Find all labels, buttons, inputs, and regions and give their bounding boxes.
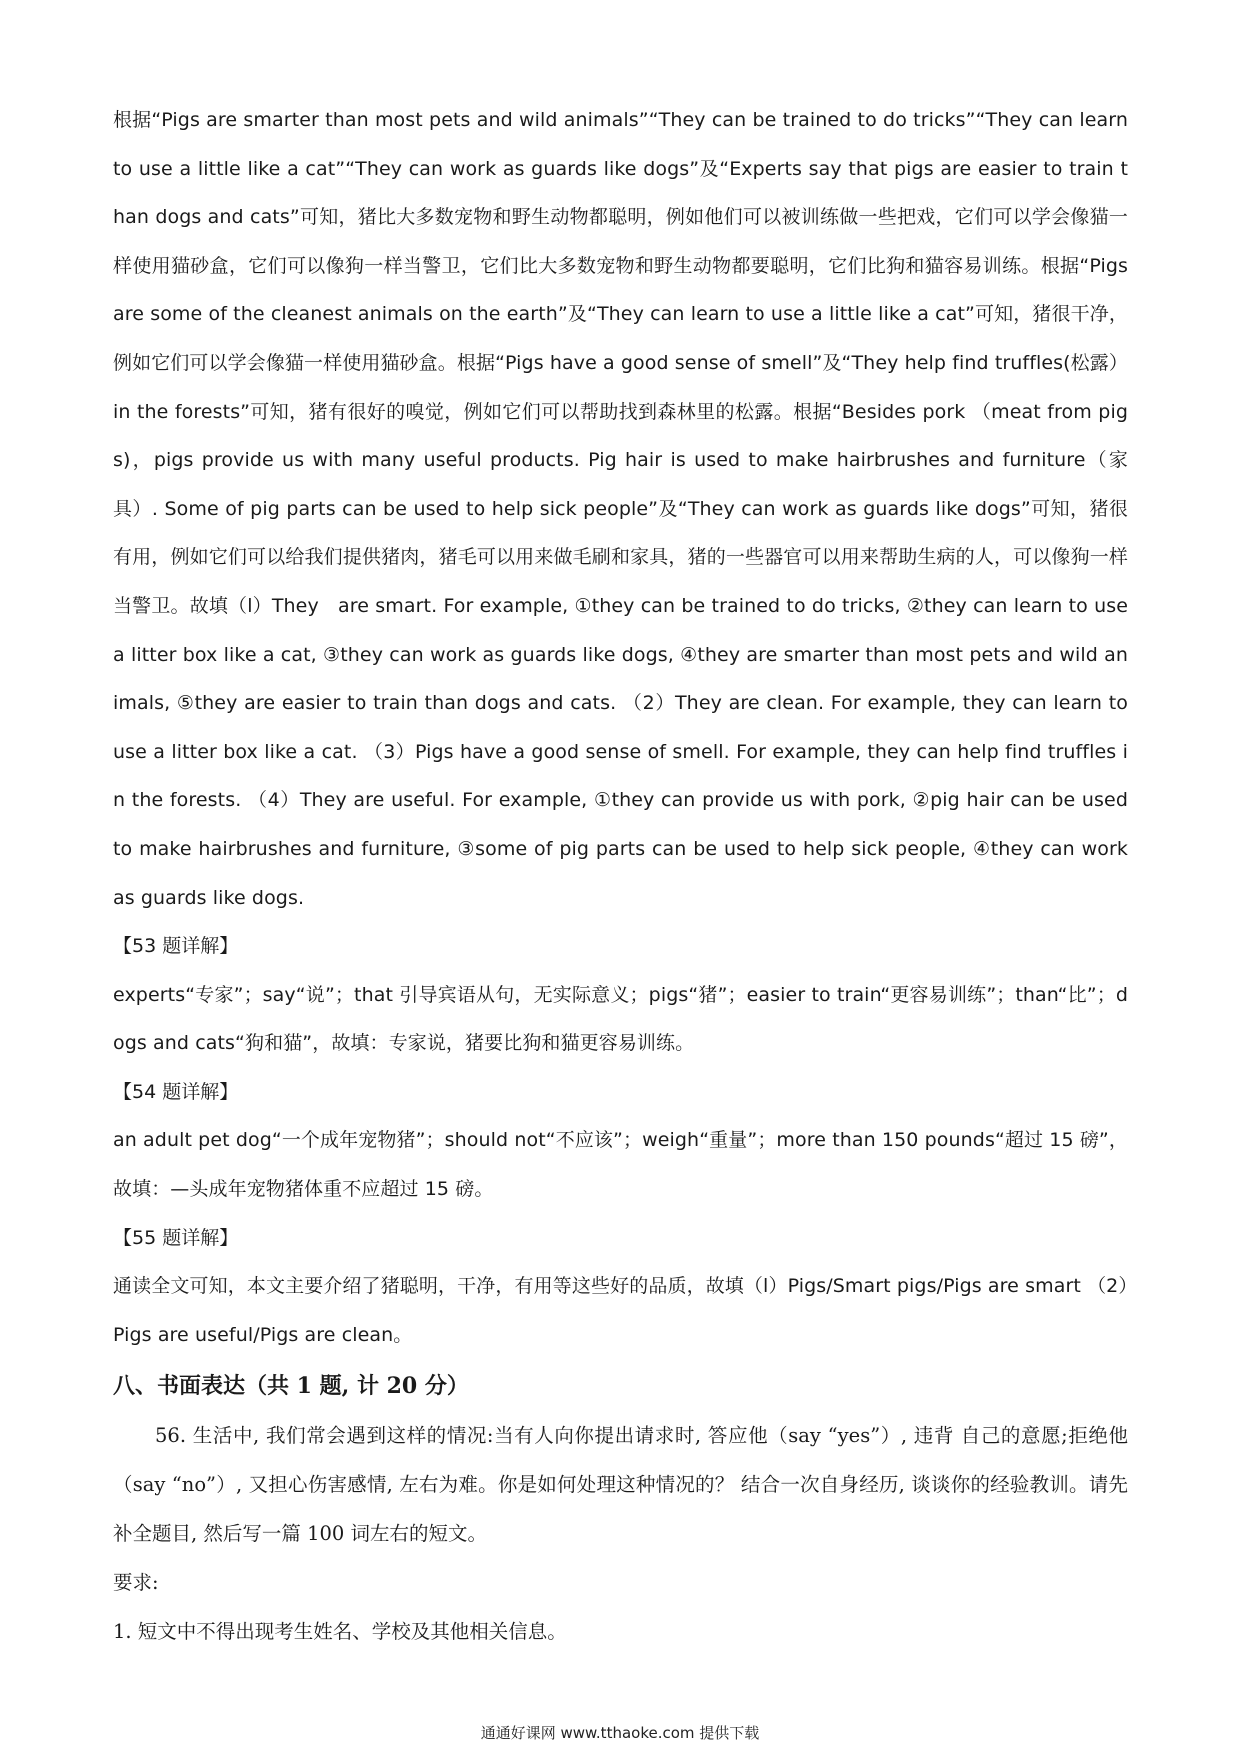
page-footer: 通通好课网 www.tthaoke.com 提供下载 [480, 1724, 760, 1742]
q53-explanation: experts“专家”；say“说”；that 引导宾语从句，无实际意义；pigs“猪”；easier to train“更容易训练”；than“比”；dogs and cats“狗和猫”，故填：专家说，猪要比狗和猫更容易训练。 [113, 983, 1128, 1055]
q56-question: 56. 生活中, 我们常会遇到这样的情况:当有人向你提出请求时, 答应他（say “yes”）, 违背 自己的意愿;拒绝他（say “no”）, 又担心伤害感情, 左右为难。你是如何处理这种情况的？ 结合一次自身经历, 谈谈你的经验教训。请先补全题目, 然后写一篇 100 词左右的短文。 [113, 1424, 1128, 1546]
q54-heading: 【54 题详解】 [113, 1080, 239, 1103]
analysis-paragraph: 根据“Pigs are smarter than most pets and wild animals”“They can be trained to do tricks”“They can learn to use a little like a cat”“They can work as guards like dogs”及“Experts say that pigs are easier to train than dogs and cats”可知，猪比大多数宠物和野生动物都聪明，例如他们可以被训练做一些把戏，它们可以学会像猫一样使用猫砂盒，它们可以像狗一样当警卫，它们比大多数宠物和野生动物都要聪明，它们比狗和猫容易训练。根据“Pigs are some of the cleanest animals on the earth”及“They can learn to use a little like a cat”可知，猪很干净，例如它们可以学会像猫一样使用猫砂盒。根据“Pigs have a good sense of smell”及“They help find truffles(松露）in the forests”可知，猪有很好的嗅觉，例如它们可以帮助找到森林里的松露。根据“Besides pork （meat from pigs)，pigs provide us with many useful products. Pig hair is used to make hairbrushes and furniture（家具）. Some of pig parts can be used to help sick people”及“They can work as guards like dogs”可知，猪很有用，例如它们可以给我们提供猪肉，猪毛可以用来做毛刷和家具，猪的一些器官可以用来帮助生病的人，可以像狗一样当警卫。故填（l）They are smart. For example, ①they can be trained to do tricks, ②they can learn to use a litter box like a cat, ③they can work as guards like dogs, ④they are smarter than most pets and wild animals, ⑤they are easier to train than dogs and cats. （2）They are clean. For example, they can learn to use a litter box like a cat. （3）Pigs have a good sense of smell. For example, they can help find truffles in the forests. （4）They are useful. For example, ①they can provide us with pork, ②pig hair can be used to make hairbrushes and furniture, ③some of pig parts can be used to help sick people, ④they can work as guards like dogs. [113, 109, 1128, 909]
q54-explanation: an adult pet dog“一个成年宠物猪”；should not“不应该”；weigh“重量”；more than 150 pounds“超过 15 磅”，故填：—头成年宠物猪体重不应超过 15 磅。 [113, 1129, 1128, 1201]
section-title: 八、书面表达（共 1 题, 计 20 分） [113, 1373, 469, 1400]
q53-heading: 【53 题详解】 [113, 935, 239, 958]
document-content [113, 96, 1128, 1656]
requirement-1: 1. 短文中不得出现考生姓名、学校及其他相关信息。 [113, 1620, 567, 1644]
requirements-label: 要求: [113, 1571, 159, 1595]
q55-explanation: 通读全文可知，本文主要介绍了猪聪明，干净，有用等这些好的品质，故填（l）Pigs/Smart pigs/Pigs are smart （2）Pigs are useful/Pigs are clean。 [113, 1275, 1128, 1346]
q55-heading: 【55 题详解】 [113, 1226, 239, 1249]
